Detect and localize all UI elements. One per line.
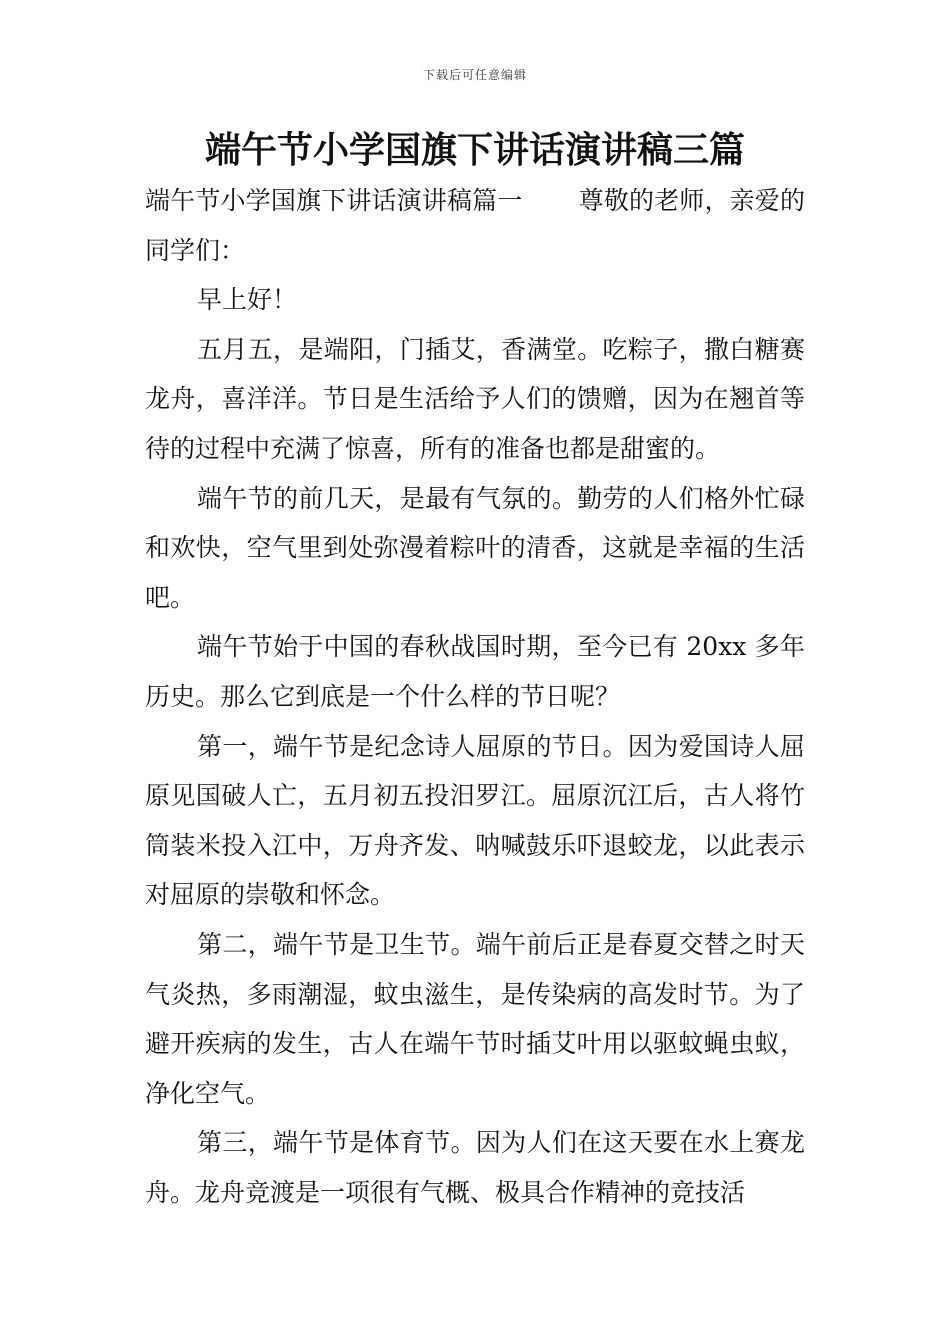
intro-paragraph — [145, 176, 805, 275]
document-title: 端午节小学国旗下讲话演讲稿三篇 — [204, 129, 745, 171]
paragraph-7: 第三，端午节是体育节。因为人们在这天要在水上赛龙舟。龙舟竞渡是一项很有气概、极具合作精神的竞技活 — [145, 1128, 805, 1207]
paragraph-6: 第二，端午节是卫生节。端午前后正是春夏交替之时天气炎热，多雨潮湿，蚊虫滋生，是传染病的高发时节。为了避开疾病的发生，古人在端午节时插艾叶用以驱蚊蝇虫蚁，净化空气。 — [145, 929, 805, 1108]
document-body — [145, 176, 805, 1217]
paragraph-2: 五月五，是端阳，门插艾，香满堂。吃粽子，撒白糖赛龙舟，喜洋洋。节日是生活给予人们的馈赠，因为在翘首等待的过程中充满了惊喜，所有的准备也都是甜蜜的。 — [145, 334, 805, 463]
greeting: 尊敬的老师，亲爱的同学们： — [145, 186, 805, 265]
paragraph-5: 第一，端午节是纪念诗人屈原的节日。因为爱国诗人屈原见国破人亡，五月初五投汨罗江。屈原沉江后，古人将竹筒装米投入江中，万舟齐发、呐喊鼓乐吓退蛟龙，以此表示对屈原的崇敬和怀念。 — [145, 731, 805, 910]
paragraph-3: 端午节的前几天，是最有气氛的。勤劳的人们格外忙碌和欢快，空气里到处弥漫着粽叶的清香，这就是幸福的生活吧。 — [145, 483, 805, 612]
paragraph-1: 早上好！ — [197, 285, 298, 315]
paragraph-4: 端午节始于中国的春秋战国时期，至今已有 20xx 多年历史。那么它到底是一个什么样的节日呢？ — [145, 632, 805, 711]
header-note: 下载后可任意编辑 — [422, 68, 527, 82]
section-label: 端午节小学国旗下讲话演讲稿篇一 — [145, 186, 523, 215]
